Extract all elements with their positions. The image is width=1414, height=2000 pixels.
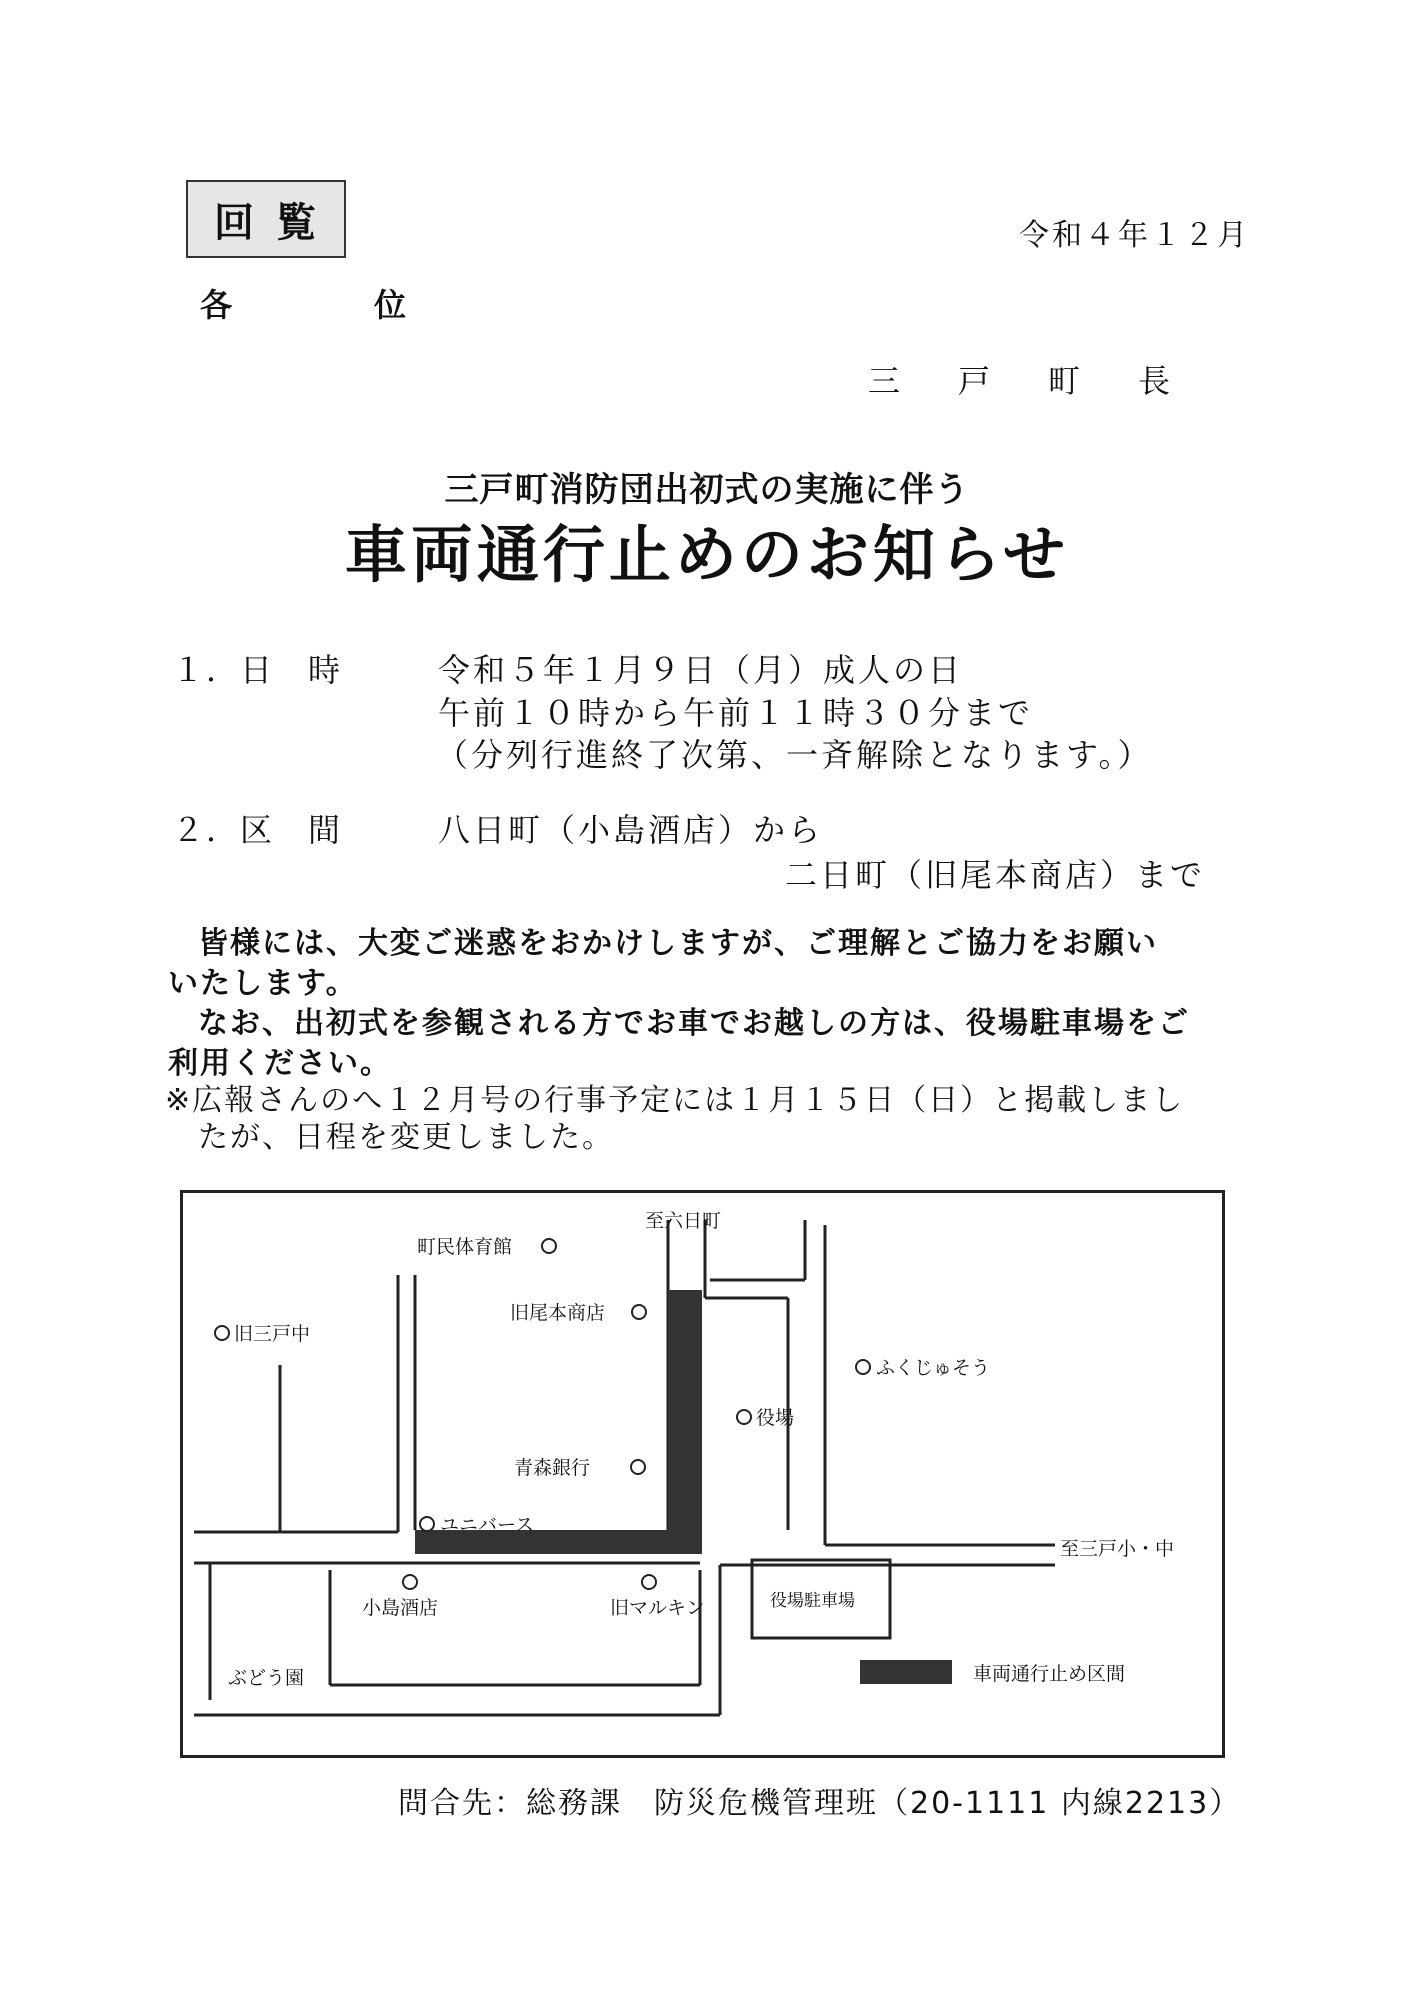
- subtitle: 三戸町消防団出初式の実施に伴う: [444, 470, 970, 510]
- label-vineyard: ぶどう園: [228, 1667, 305, 1689]
- body-line: いたします。: [168, 966, 358, 1001]
- label-old-omoto: 旧尾本商店: [510, 1302, 606, 1324]
- datetime-line: （分列行進終了次第、一斉解除となります。）: [436, 736, 1153, 774]
- circulation-stamp: 回覧: [186, 180, 346, 258]
- label-universe: ユニバース: [440, 1514, 535, 1536]
- legend-swatch: [860, 1660, 952, 1684]
- label-town-hall: 役場: [756, 1407, 795, 1429]
- label-old-sannohe-jhs: 旧三戸中: [234, 1323, 311, 1345]
- label-legend: 車両通行止め区間: [973, 1663, 1126, 1685]
- body-line: 利用ください。: [168, 1046, 392, 1081]
- label-gym: 町民体育館: [417, 1236, 513, 1258]
- route-map: [180, 1190, 1225, 1758]
- label-fukujusou: ふくじゅそう: [876, 1357, 991, 1379]
- body-line: 皆様には、大変ご迷惑をおかけしますが、ご理解とご協力をお願い: [198, 926, 1158, 961]
- label-to-muika: 至六日町: [645, 1210, 722, 1232]
- body-note: ※広報さんのへ１２月号の行事予定には１月１５日（日）と掲載しまし: [165, 1083, 1185, 1118]
- contact: 問合先：総務課 防災危機管理班（20-1111 内線2213）: [398, 1786, 1242, 1821]
- datetime-line: 令和５年１月９日（月）成人の日: [438, 651, 964, 689]
- addressee: 各位: [200, 286, 549, 324]
- section-line: 二日町（旧尾本商店）まで: [785, 856, 1206, 894]
- label-aomori-bank: 青森銀行: [514, 1457, 591, 1479]
- label-old-marukin: 旧マルキン: [610, 1597, 705, 1619]
- item-label-datetime: １．日 時: [172, 651, 343, 689]
- item-label-section: ２．区 間: [172, 811, 343, 849]
- author: 三戸町長: [868, 362, 1229, 400]
- label-parking: 役場駐車場: [770, 1591, 855, 1611]
- page-title: 車両通行止めのお知らせ: [344, 518, 1070, 591]
- label-to-sannohe-school: 至三戸小・中: [1060, 1538, 1175, 1560]
- issue-date: 令和４年１２月: [1019, 218, 1250, 253]
- datetime-line: 午前１０時から午前１１時３０分まで: [438, 694, 1034, 732]
- roads: [194, 1220, 1055, 1715]
- label-kojima: 小島酒店: [362, 1597, 439, 1619]
- body-line: なお、出初式を参観される方でお車でお越しの方は、役場駐車場をご: [198, 1006, 1190, 1041]
- body-note: たが、日程を変更しました。: [198, 1120, 614, 1155]
- section-line: 八日町（小島酒店）から: [438, 811, 824, 849]
